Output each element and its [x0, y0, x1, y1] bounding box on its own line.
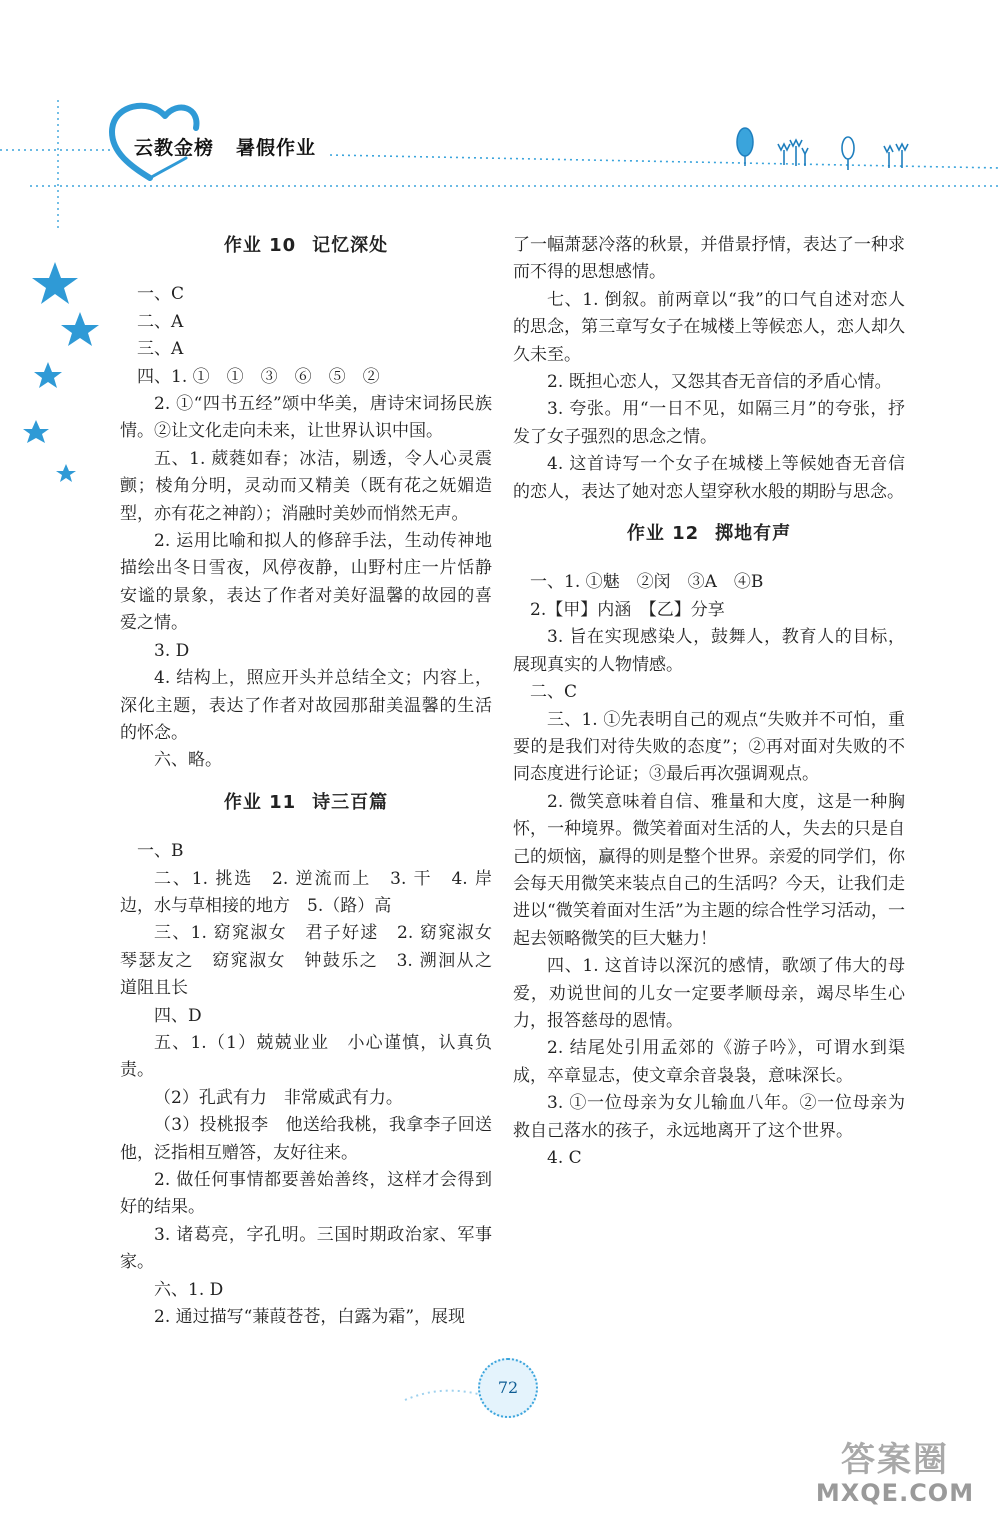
- answer-line: 五、1. 葳蕤如春；冰洁，剔透，令人心灵震颤；棱角分明，灵动而又精美（既有花之妩媚造型，亦有花之神韵）；消融时美妙而悄然无声。: [120, 448, 492, 524]
- answer-line: 七、1. 倒叙。前两章以“我”的口气自述对恋人的思念，第三章写女子在城楼上等候恋人，恋人却久久未至。: [513, 289, 905, 365]
- section-title: 记忆深处: [312, 235, 389, 256]
- page-header: [0, 0, 1000, 230]
- watermark-url: MXQE.COM: [815, 1479, 975, 1507]
- section-number: 作业 12: [626, 523, 700, 545]
- brand-subtitle: 暑假作业: [236, 137, 317, 159]
- tree-icon: [737, 128, 753, 166]
- star-icon: [32, 262, 78, 304]
- answer-line: 3. 诸葛亮，字孔明。三国时期政治家、军事家。: [120, 1224, 492, 1273]
- section-heading-12: [513, 520, 905, 547]
- answer-line: 三、1. ①先表明自己的观点“失败并不可怕，重要的是我们对待失败的态度”；②再对面对失败的不同态度进行论证；③最后再次强调观点。: [513, 709, 905, 785]
- answer-line: 2. 运用比喻和拟人的修辞手法，生动传神地描绘出冬日雪夜，风停夜静，山野村庄一片恬静安谧的景象，表达了作者对美好温馨的故园的喜爱之情。: [120, 531, 492, 634]
- answer-line: 4. 这首诗写一个女子在城楼上等候她杳无音信的恋人，表达了她对恋人望穿秋水般的期盼与思念。: [513, 454, 905, 502]
- answer-line: 2. 做任何事情都要善始善终，这样才会得到好的结果。: [120, 1170, 492, 1218]
- right-column: [513, 232, 905, 1172]
- watermark: [800, 1440, 990, 1510]
- answer-line: 3. 旨在实现感染人，鼓舞人，教育人的目标，展现真实的人物情感。: [513, 627, 905, 675]
- answer-line: （3）投桃报李 他送给我桃，我拿李子回送他，泛指相互赠答，友好往来。: [120, 1115, 492, 1163]
- section-title: 诗三百篇: [312, 791, 389, 813]
- answer-line: 2. 既担心恋人，又怨其杳无音信的矛盾心情。: [547, 372, 892, 393]
- answer-line: 四、1. 这首诗以深沉的感情，歌颂了伟大的母爱，劝说世间的儿女一定要孝顺母亲，竭尽毕生心力，报答慈母的恩情。: [513, 956, 905, 1031]
- answer-line: 了一幅萧瑟冷落的秋景，并借景抒情，表达了一种求而不得的思想感情。: [513, 235, 905, 283]
- answer-line: 五、1.（1）兢兢业业 小心谨慎，认真负责。: [120, 1032, 492, 1081]
- watermark-title: 答案圈: [841, 1440, 949, 1480]
- star-icon: [34, 362, 62, 388]
- tulip-icon: [884, 144, 908, 168]
- answer-line: 2. 微笑意味着自信、雅量和大度，这是一种胸怀，一种境界。微笑着面对生活的人，失去的只是自己的烦恼，赢得的则是整个世界。亲爱的同学们，你会每天用微笑来装点自己的生活吗？今天，让我们走进以“微笑着面对生活”为主题的综合性学习活动，一起去领略微笑的巨大魅力！: [513, 791, 905, 949]
- star-icon: [61, 312, 99, 346]
- answer-line: 2. 通过描写“蒹葭苍苍，白露为霜”，展现: [154, 1307, 466, 1328]
- left-column: [120, 232, 509, 1331]
- section-number: 作业 10: [223, 235, 297, 256]
- section-number: 作业 11: [223, 791, 297, 813]
- answer-line: 3. ①一位母亲为女儿输血八年。②一位母亲为救自己落水的孩子，永远地离开了这个世界。: [513, 1093, 905, 1141]
- answer-line: 一、1. ①魅 ②闵 ③A ④B: [530, 572, 764, 593]
- answer-line: 六、1. D: [154, 1279, 224, 1300]
- answer-line: （2）孔武有力 非常威武有力。: [154, 1087, 403, 1108]
- answer-line: 一、C: [137, 284, 185, 305]
- answer-line: 二、1. 挑选 2. 逆流而上 3. 干 4. 岸边，水与草相接的地方 5.（路）高: [120, 868, 492, 916]
- header-decoration: [0, 0, 1000, 230]
- brand-name: 云教金榜: [134, 137, 215, 159]
- answer-line: 四、D: [154, 1005, 202, 1026]
- answer-line: 二、A: [137, 311, 184, 332]
- section-heading-11: [120, 789, 492, 816]
- answer-line: 三、1. 窈窕淑女 君子好逑 2. 窈窕淑女 琴瑟友之 窈窕淑女 钟鼓乐之 3. 溯洄从之 道阻且长: [120, 923, 509, 999]
- answer-line: 一、B: [137, 841, 184, 862]
- page-number: 72: [478, 1358, 538, 1418]
- star-icon: [23, 420, 49, 443]
- answer-line: 2. ①“四书五经”颂中华美，唐诗宋词扬民族情。②让文化走向未来，让世界认识中国。: [120, 394, 492, 442]
- answer-line: 二、C: [530, 682, 578, 703]
- stars-decoration: [10, 250, 120, 510]
- answer-line: 3. D: [154, 640, 190, 661]
- answer-line: 六、略。: [154, 750, 222, 771]
- answer-line: 2.【甲】内涵 【乙】分享: [530, 599, 725, 620]
- brand-title: [134, 133, 338, 160]
- footer-dots: [400, 1380, 480, 1410]
- star-icon: [56, 464, 76, 482]
- answer-line: 四、1. ① ① ③ ⑥ ⑤ ②: [137, 366, 380, 387]
- answer-line: 4. C: [547, 1148, 582, 1168]
- answer-line: 2. 结尾处引用孟郊的《游子吟》，可谓水到渠成，卒章显志，使文章余音袅袅，意味深长。: [513, 1038, 905, 1086]
- section-title: 掷地有声: [715, 523, 792, 545]
- answer-line: 4. 结构上，照应开头并总结全文；内容上，深化主题，表达了作者对故园那甜美温馨的生活的怀念。: [120, 668, 492, 743]
- answer-line: 三、A: [137, 339, 184, 360]
- answer-line: 3. 夸张。用“一日不见，如隔三月”的夸张，抒发了女子强烈的思念之情。: [513, 399, 905, 447]
- section-heading-10: [120, 232, 492, 259]
- tulip-icon: [778, 140, 808, 166]
